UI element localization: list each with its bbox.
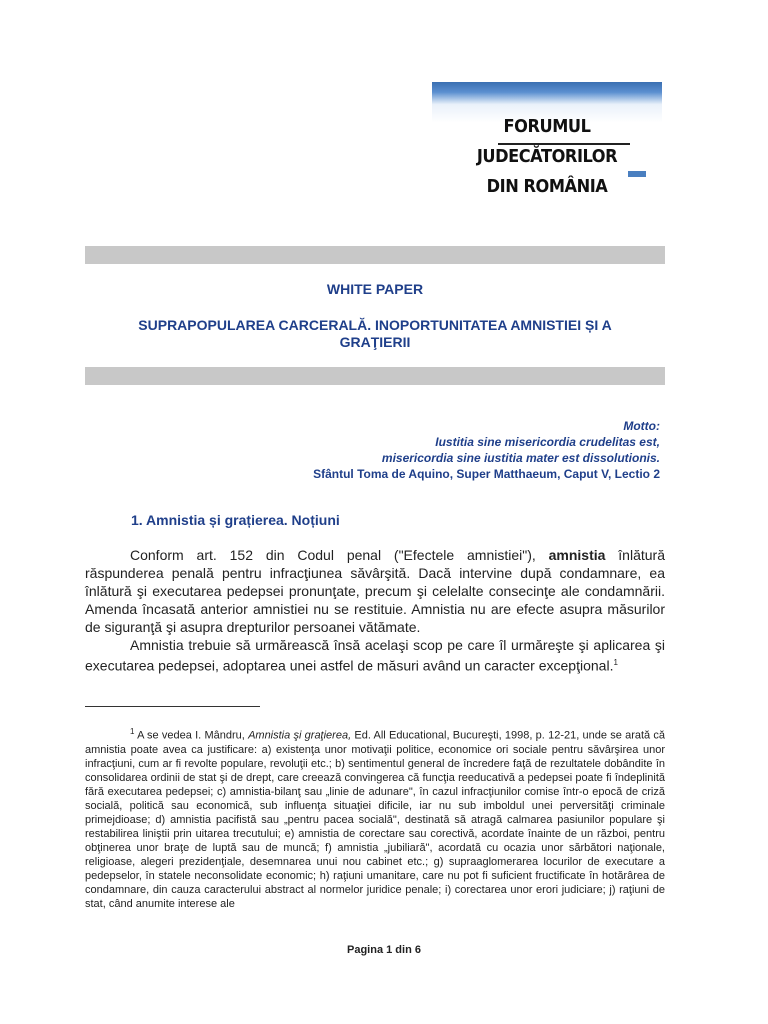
logo-line1: FORUMUL JUDECĂTORILOR bbox=[476, 116, 618, 167]
paragraph-1-text-a: Conform art. 152 din Codul penal ("Efectele amnistiei"), bbox=[130, 547, 549, 563]
document-type: WHITE PAPER bbox=[326, 281, 424, 297]
motto-label: Motto: bbox=[623, 419, 660, 433]
page-number bbox=[0, 944, 768, 956]
page-total: 6 bbox=[414, 944, 421, 956]
title-line2: GRAŢIERII bbox=[339, 334, 411, 350]
paragraph-2 bbox=[85, 636, 665, 675]
logo-underline bbox=[498, 143, 630, 145]
page-current: 1 bbox=[386, 944, 393, 956]
page-middle: din bbox=[392, 944, 415, 956]
logo-text bbox=[444, 112, 651, 202]
document-title bbox=[85, 317, 665, 351]
footnote-separator bbox=[85, 706, 260, 707]
paragraph-1-bold: amnistia bbox=[548, 547, 606, 563]
motto bbox=[313, 418, 660, 482]
logo bbox=[432, 82, 662, 197]
footnote-text-b: Ed. All Educational, Bucureşti, 1998, p. 12-21, unde se arată că amnistia poate avea ca justificare: a) existenţa unor motivaţii politice, economice ori sociale pentru săvârşirea unor infracţiuni, cum ar fi revolte populare, revoluţii etc.; b) sentimentul general de încredere faţă de rezultatele dobândite în consolidarea ordinii de stat şi de drept, care creează convingerea că funcţia reeducativă a pedepsei poate fi îndeplinită fără executarea pedepsei; c) amnistia-bilanţ sau „linie de adunare", în cazul infracţiunilor comise într-o epocă de criză socială, politică sau economică, sub influenţa situaţiei dificile, iar nu sub imboldul unei perversităţi criminale primejdioase; d) amnistia pacifistă sau „pentru pacea socială", destinată să atragă calmarea pasiunilor populare şi restabilirea liniştii prin uitarea trecutului; e) amnistia de corectare sau corectivă, acordate înainte de un război, pentru obţinerea unor braţe de luptă sau de muncă; f) amnistia „jubiliară", acordată cu ocazia unor sărbători naţionale, religioase, alegeri prezidenţiale, desemnarea unui nou cabinet etc.; g) supraaglomerarea locurilor de executare a pedepselor, în statele neconsolidate economic; h) raţiuni umanitare, care nu pot fi suficient fructificate în hotărârea de condamnare, din cauza caracterului abstract al normelor juridice penale; i) corectarea unor erori judiciare; j) raţiuni de stat, când anumite interese ale bbox=[85, 729, 665, 910]
footnote-ref: 1 bbox=[613, 658, 618, 667]
title-line1: SUPRAPOPULAREA CARCERALĂ. INOPORTUNITATEA AMNISTIEI ȘI A bbox=[138, 317, 612, 333]
header-bar-top bbox=[85, 246, 665, 264]
motto-line2: misericordia sine iustitia mater est dissolutionis. bbox=[381, 451, 660, 465]
footnote-number: 1 bbox=[130, 727, 135, 736]
paragraph-1 bbox=[85, 546, 665, 636]
logo-accent bbox=[628, 171, 646, 177]
header-bar-bottom bbox=[85, 367, 665, 385]
section-heading: 1. Amnistia și grațierea. Noțiuni bbox=[131, 512, 340, 528]
motto-source: Sfântul Toma de Aquino, Super Matthaeum, Caput V, Lectio 2 bbox=[313, 467, 660, 481]
page-prefix: Pagina bbox=[347, 944, 387, 956]
body-text bbox=[85, 546, 665, 675]
logo-line2: DIN ROMÂNIA bbox=[486, 176, 608, 197]
footnote bbox=[85, 725, 665, 911]
footnote-italic: Amnistia şi graţierea, bbox=[248, 729, 352, 742]
motto-line1: Iustitia sine misericordia crudelitas est, bbox=[435, 435, 660, 449]
paragraph-1-text-b: înlătură răspunderea penală pentru infracţiunea săvârşită. Dacă intervine după condamnare, ea înlătură şi executarea pedepsei pronunţate, precum şi celelalte consecinţe ale condamnării. Amenda încasată anterior amnistiei nu se restituie. Amnistia nu are efecte asupra măsurilor de siguranţă şi asupra drepturilor persoanei vătămate. bbox=[85, 547, 665, 635]
footnote-text-a: A se vedea I. Mândru, bbox=[134, 729, 249, 742]
paragraph-2-text: Amnistia trebuie să urmărească însă acelaşi scop pe care îl urmăreşte şi aplicarea şi executarea pedepsei, adoptarea unei astfel de măsuri având un caracter excepţional. bbox=[85, 637, 665, 674]
